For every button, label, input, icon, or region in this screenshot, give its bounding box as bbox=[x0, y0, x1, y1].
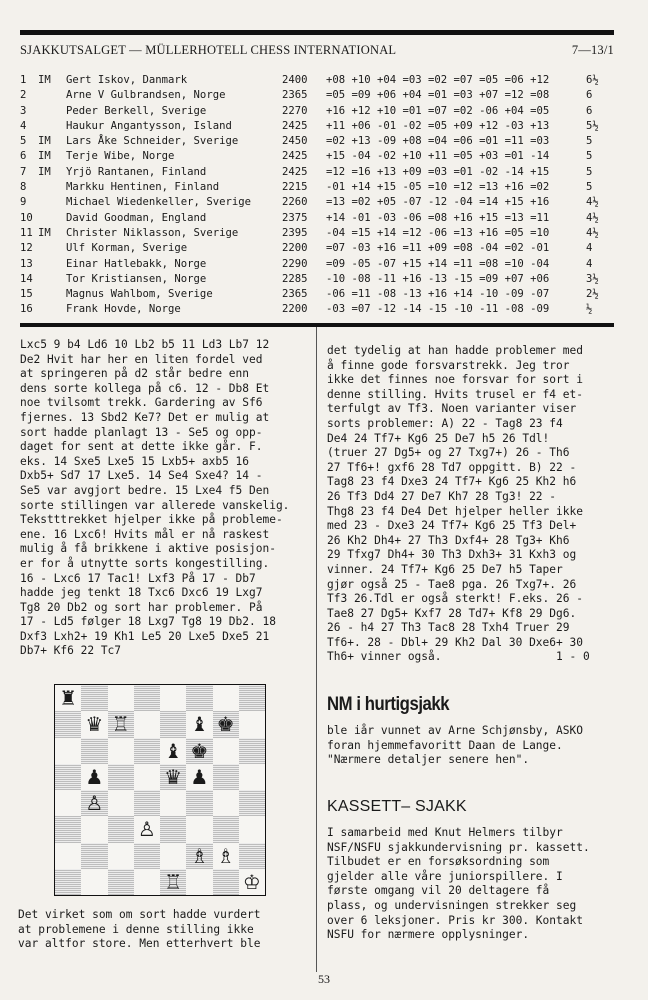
board-square bbox=[160, 685, 186, 711]
board-square bbox=[108, 869, 134, 895]
board-square bbox=[239, 738, 265, 764]
chess-piece-square: ♙ bbox=[81, 790, 107, 816]
board-square bbox=[55, 738, 81, 764]
player-rating: 2425 bbox=[282, 119, 308, 132]
player-points: 4½ bbox=[586, 226, 599, 239]
player-points: 5 bbox=[586, 165, 593, 178]
crosstable-row bbox=[20, 134, 620, 149]
player-name: Michael Wiedenkeller, Sverige bbox=[66, 196, 251, 209]
board-square bbox=[213, 816, 239, 842]
board-square bbox=[55, 711, 81, 737]
player-name: Einar Hatlebakk, Norge bbox=[66, 257, 207, 270]
nm-text: ble iår vunnet av Arne Schjønsby, ASKO foran hjemmefavoritt Daan de Lange. "Nærmere detaljer senere hen". bbox=[327, 724, 583, 767]
player-name: Haukur Angantysson, Island bbox=[66, 119, 232, 132]
player-results: =07 -03 +16 =11 +09 =08 -04 =02 -01 bbox=[326, 242, 550, 255]
player-points: 4½ bbox=[586, 211, 599, 224]
player-points: 4½ bbox=[586, 196, 599, 209]
player-title: IM bbox=[38, 165, 51, 178]
board-square bbox=[186, 869, 212, 895]
player-name: Gert Iskov, Danmark bbox=[66, 74, 188, 86]
player-points: 4 bbox=[586, 257, 593, 270]
player-rank: 11 bbox=[20, 226, 33, 239]
chess-piece-square: ♝ bbox=[186, 711, 212, 737]
player-title bbox=[38, 119, 66, 134]
player-rating: 2395 bbox=[282, 226, 308, 239]
crosstable-row bbox=[20, 104, 620, 119]
player-points: 6 bbox=[586, 89, 593, 102]
player-name: Markku Hentinen, Finland bbox=[66, 181, 220, 194]
player-rating: 2200 bbox=[282, 242, 308, 255]
board-square bbox=[108, 843, 134, 869]
player-rank: 12 bbox=[20, 242, 33, 255]
crosstable-row bbox=[20, 287, 620, 302]
player-points: 2½ bbox=[586, 288, 599, 301]
player-rank: 3 bbox=[20, 104, 27, 117]
player-results: -04 =15 +14 =12 -06 =13 +16 =05 =10 bbox=[326, 226, 550, 239]
player-rating: 2425 bbox=[282, 150, 308, 163]
player-rating: 2290 bbox=[282, 257, 308, 270]
board-square bbox=[81, 816, 107, 842]
chess-piece-square: ♔ bbox=[239, 869, 265, 895]
player-rank: 14 bbox=[20, 272, 33, 285]
player-title bbox=[38, 272, 66, 287]
player-rating: 2200 bbox=[282, 303, 308, 316]
player-rating: 2375 bbox=[282, 211, 308, 224]
chess-piece-square: ♚ bbox=[186, 738, 212, 764]
chess-piece-square: ♝ bbox=[160, 738, 186, 764]
player-rating: 2260 bbox=[282, 196, 308, 209]
board-square bbox=[108, 790, 134, 816]
player-rating: 2365 bbox=[282, 89, 308, 102]
player-title bbox=[38, 195, 66, 210]
crosstable-row bbox=[20, 149, 620, 164]
player-rating: 2425 bbox=[282, 165, 308, 178]
top-rule bbox=[20, 30, 614, 35]
player-rank: 6 bbox=[20, 150, 27, 163]
column-rule bbox=[316, 327, 317, 972]
board-square bbox=[239, 764, 265, 790]
annotation-right: det tydelig at han hadde problemer med å finne gode forsvarstrekk. Jeg tror ikke det finnes noe forsvar for sort i denne stilling. Hvits trusel er f4 et- terfulgt av Tf3. Noen varianter viser sorts problemer: A) 22 - Tag8 23 f4 De4 24 Tf7+ Kg6 25 De7 h5 26 Tdl! (truer 27 Dg5+ og 27 Txg7+) 26 - Th6 27 Tf6+! gxf6 28 Td7 oppgitt. B) 22 - Tag8 23 f4 Dxe3 24 Tf7+ Kg6 25 Kh2 h6 26 Tf3 Dd4 27 De7 Kh7 28 Tg3! 22 - Thg8 23 f4 De4 Det hjelper heller ikke med 23 - Dxe3 24 Tf7+ Kg6 25 Tf3 Del+ 26 Kh2 Dh4+ 27 Th3 Dxf4+ 28 Tg3+ Kh6 29 Tfxg7 Dh4+ 30 Th3 Dxh3+ 31 Kxh3 og vinner. 24 Tf7+ Kg6 25 De7 h5 Taper gjør også 25 - Tae8 pga. 26 Txg7+. 26 Tf3 26.Tdl er også sterkt! F.eks. 26 - Tae8 27 Dg5+ Kxf7 28 Td7+ Kf8 29 Dg6. 26 - h4 27 Th3 Tac8 28 Txh4 Truer 29 Tf6+. 28 - Dbl+ 29 Kh2 Dal 30 Dxe6+ 30 Th6+ vinner også. 1 - 0 bbox=[327, 344, 590, 664]
board-square bbox=[186, 790, 212, 816]
board-square bbox=[108, 685, 134, 711]
player-name: Frank Hovde, Norge bbox=[66, 303, 181, 316]
board-square bbox=[134, 685, 160, 711]
player-results: +14 -01 -03 -06 =08 +16 +15 =13 =11 bbox=[326, 211, 550, 224]
crosstable-row bbox=[20, 226, 620, 241]
board-square bbox=[213, 790, 239, 816]
annotation-below-board: Det virket som om sort hadde vurdert at problemene i denne stilling ikke var altfor store. Men etterhvert ble bbox=[18, 908, 261, 951]
board-square bbox=[239, 843, 265, 869]
player-results: =05 =09 +06 +04 =01 =03 +07 =12 =08 bbox=[326, 89, 550, 102]
player-name: Arne V Gulbrandsen, Norge bbox=[66, 89, 226, 102]
player-rank: 5 bbox=[20, 135, 27, 148]
crosstable-row bbox=[20, 211, 620, 226]
player-rank: 4 bbox=[20, 119, 27, 132]
board-square bbox=[134, 869, 160, 895]
kassett-heading: KASSETT– SJAKK bbox=[327, 798, 467, 815]
board-square bbox=[108, 764, 134, 790]
crosstable-row bbox=[20, 195, 620, 210]
player-points: 5½ bbox=[586, 119, 599, 132]
board-square bbox=[160, 790, 186, 816]
player-title bbox=[38, 104, 66, 119]
player-rating: 2285 bbox=[282, 272, 308, 285]
player-name: Yrjö Rantanen, Finland bbox=[66, 165, 207, 178]
player-title bbox=[38, 211, 66, 226]
player-results: -06 =11 -08 -13 +16 +14 -10 -09 -07 bbox=[326, 288, 550, 301]
player-name: David Goodman, England bbox=[66, 211, 207, 224]
player-rating: 2450 bbox=[282, 135, 308, 148]
player-title: IM bbox=[38, 135, 51, 148]
player-rating: 2365 bbox=[282, 288, 308, 301]
board-square bbox=[134, 790, 160, 816]
crosstable-row bbox=[20, 180, 620, 195]
player-results: =12 =16 +13 +09 =03 =01 -02 -14 +15 bbox=[326, 165, 550, 178]
player-title: IM bbox=[38, 226, 51, 239]
player-points: 6½ bbox=[586, 74, 599, 86]
player-title bbox=[38, 302, 66, 317]
board-square bbox=[213, 685, 239, 711]
board-square bbox=[239, 685, 265, 711]
player-rank: 10 bbox=[20, 211, 33, 224]
player-results: +15 -04 -02 +10 +11 =05 +03 =01 -14 bbox=[326, 150, 550, 163]
chess-piece-square: ♗ bbox=[186, 843, 212, 869]
board-square bbox=[55, 843, 81, 869]
player-results: =13 =02 +05 -07 -12 -04 =14 +15 +16 bbox=[326, 196, 550, 209]
board-square bbox=[239, 816, 265, 842]
chess-piece-square: ♗ bbox=[213, 843, 239, 869]
crosstable-row bbox=[20, 119, 620, 134]
player-results: +16 +12 +10 =01 =07 =02 -06 +04 =05 bbox=[326, 104, 550, 117]
board-square bbox=[239, 790, 265, 816]
board-square bbox=[55, 764, 81, 790]
header-issue: 7—13/1 bbox=[571, 43, 614, 57]
player-rank: 1 bbox=[20, 74, 27, 86]
player-title bbox=[38, 88, 66, 103]
player-results: +11 +06 -01 -02 =05 +09 +12 -03 +13 bbox=[326, 119, 550, 132]
crosstable bbox=[20, 73, 620, 318]
board-square bbox=[186, 816, 212, 842]
player-name: Lars Åke Schneider, Sverige bbox=[66, 135, 239, 148]
chess-piece-square: ♖ bbox=[108, 711, 134, 737]
crosstable-row bbox=[20, 272, 620, 287]
chess-piece-square: ♛ bbox=[81, 711, 107, 737]
player-name: Magnus Wahlbom, Sverige bbox=[66, 288, 213, 301]
crosstable-row bbox=[20, 302, 620, 317]
player-results: =09 -05 -07 +15 +14 =11 =08 =10 -04 bbox=[326, 257, 550, 270]
crosstable-row bbox=[20, 165, 620, 180]
player-rank: 13 bbox=[20, 257, 33, 270]
page-number: 53 bbox=[318, 972, 330, 986]
player-results: -01 +14 +15 -05 =10 =12 =13 +16 =02 bbox=[326, 181, 550, 194]
board-square bbox=[186, 685, 212, 711]
player-points: 5 bbox=[586, 181, 593, 194]
crosstable-row bbox=[20, 73, 620, 88]
board-square bbox=[239, 711, 265, 737]
board-square bbox=[108, 738, 134, 764]
kassett-text: I samarbeid med Knut Helmers tilbyr NSF/NSFU sjakkundervisning pr. kassett. Tilbudet er en forsøksordning som gjelder alle våre juniorspillere. I første omgang vil 20 deltagere få plass, og undervisningen strekker seg over 6 leksjoner. Pris kr 300. Kontakt NSFU for nærmere opplysninger. bbox=[327, 826, 590, 942]
player-points: 3½ bbox=[586, 272, 599, 285]
player-rank: 15 bbox=[20, 288, 33, 301]
crosstable-row bbox=[20, 241, 620, 256]
player-rank: 7 bbox=[20, 165, 27, 178]
chess-piece-square: ♚ bbox=[213, 711, 239, 737]
player-name: Christer Niklasson, Sverige bbox=[66, 226, 239, 239]
chess-piece-square: ♛ bbox=[160, 764, 186, 790]
player-results: -03 =07 -12 -14 -15 -10 -11 -08 -09 bbox=[326, 303, 550, 316]
header-title: SJAKKUTSALGET — MÜLLERHOTELL CHESS INTERNATIONAL bbox=[20, 43, 397, 57]
player-rank: 9 bbox=[20, 196, 27, 209]
player-title bbox=[38, 241, 66, 256]
player-rank: 2 bbox=[20, 89, 27, 102]
board-square bbox=[134, 711, 160, 737]
nm-heading: NM i hurtigsjakk bbox=[327, 694, 450, 715]
crosstable-row bbox=[20, 88, 620, 103]
page-header bbox=[20, 43, 614, 61]
player-results: +08 +10 +04 =03 =02 =07 =05 =06 +12 bbox=[326, 74, 550, 86]
player-points: 6 bbox=[586, 104, 593, 117]
player-rank: 8 bbox=[20, 181, 27, 194]
board-square bbox=[160, 816, 186, 842]
board-square bbox=[81, 869, 107, 895]
player-title bbox=[38, 257, 66, 272]
board-square bbox=[81, 843, 107, 869]
player-points: 4 bbox=[586, 242, 593, 255]
player-results: -10 -08 -11 +16 -13 -15 =09 +07 +06 bbox=[326, 272, 550, 285]
board-square bbox=[55, 869, 81, 895]
chess-piece-square: ♜ bbox=[55, 685, 81, 711]
board-square bbox=[81, 738, 107, 764]
player-name: Tor Kristiansen, Norge bbox=[66, 272, 207, 285]
board-square bbox=[81, 685, 107, 711]
board-square bbox=[213, 764, 239, 790]
player-points: ½ bbox=[586, 303, 593, 316]
chess-piece-square: ♙ bbox=[134, 816, 160, 842]
player-rating: 2270 bbox=[282, 104, 308, 117]
section-rule bbox=[20, 323, 614, 327]
board-square bbox=[55, 790, 81, 816]
player-title bbox=[38, 287, 66, 302]
player-rating: 2400 bbox=[282, 74, 308, 86]
player-title bbox=[38, 180, 66, 195]
board-square bbox=[213, 869, 239, 895]
player-title: IM bbox=[38, 74, 51, 86]
player-name: Terje Wibe, Norge bbox=[66, 150, 175, 163]
player-title: IM bbox=[38, 150, 51, 163]
chess-diagram bbox=[54, 684, 266, 896]
player-results: =02 +13 -09 +08 =04 =06 =01 =11 =03 bbox=[326, 135, 550, 148]
player-name: Ulf Korman, Sverige bbox=[66, 242, 188, 255]
board-square bbox=[134, 738, 160, 764]
player-points: 5 bbox=[586, 150, 593, 163]
player-rating: 2215 bbox=[282, 181, 308, 194]
chess-piece-square: ♟ bbox=[81, 764, 107, 790]
player-points: 5 bbox=[586, 135, 593, 148]
player-rank: 16 bbox=[20, 303, 33, 316]
player-name: Peder Berkell, Sverige bbox=[66, 104, 207, 117]
board-square bbox=[160, 711, 186, 737]
board-square bbox=[134, 764, 160, 790]
chess-piece-square: ♖ bbox=[160, 869, 186, 895]
crosstable-row bbox=[20, 257, 620, 272]
board-square bbox=[108, 816, 134, 842]
annotation-left: Lxc5 9 b4 Ld6 10 Lb2 b5 11 Ld3 Lb7 12 De2 Hvit har her en liten fordel ved at springeren på d2 står bedre enn dens sorte kollega på c6. 12 - Db8 Et noe tvilsomt trekk. Gardering av Sf6 fjernes. 13 Sbd2 Ke7? Det er mulig at sort hadde planlagt 13 - Se5 og opp- daget for sent at dette ikke går. F. eks. 14 Sxe5 Lxe5 15 Lxb5+ axb5 16 Dxb5+ Sd7 17 Lxe5. 14 Se4 Sxe4? 14 - Se5 var avgjort bedre. 15 Lxe4 f5 Den sorte stillingen var allerede vanskelig. Tekstttrekket hjelper ikke på probleme- ene. 16 Lxc6! Hvits mål er nå raskest mulig å få brikkene i aktive posisjon- er for å utnytte sorts kongestilling. 16 - Lxc6 17 Tac1! Lxf3 På 17 - Db7 hadde jeg tenkt 18 Txc6 Dxc6 19 Lxg7 Tg8 20 Db2 og sort har problemer. På 17 - Ld5 følger 18 Lxg7 Tg8 19 Db2. 18 Dxf3 Lxh2+ 19 Kh1 Le5 20 Lxe5 Dxe5 21 Db7+ Kf6 22 Tc7 bbox=[20, 338, 290, 658]
board-square bbox=[160, 843, 186, 869]
board-square bbox=[55, 816, 81, 842]
board-square bbox=[213, 738, 239, 764]
chess-piece-square: ♟ bbox=[186, 764, 212, 790]
board-square bbox=[134, 843, 160, 869]
